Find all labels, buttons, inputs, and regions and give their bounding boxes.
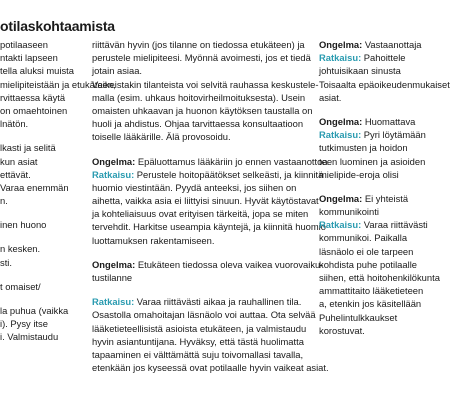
line-text: huomio viestintään. Pyydä anteeksi, jos siihen on [92, 181, 297, 193]
solution-label: Ratkaisu: [319, 52, 362, 64]
line-text: korostuvat. [319, 324, 365, 336]
paragraph-gap [0, 207, 78, 218]
text-line [0, 38, 78, 51]
line-text: la puhua (vaikka [0, 305, 69, 316]
line-text: perustele mielipiteesi. Myönnä avoimesti, jos et tiedä [92, 52, 311, 64]
line-text: omaisten uhkaavan ja huonon käytöksen taustalla on [92, 104, 313, 116]
line-text: Varaa riittävästi aikaa ja rauhallinen tila. [134, 296, 302, 308]
line-text: tervehdit. Harkitse useampia käyntejä, ja kiinnitä huomio [92, 221, 326, 233]
line-text: kohdista puhe potilaalle [319, 258, 417, 270]
line-text: Varaa enemmän [0, 181, 69, 193]
problem-label: Ongelma: [319, 115, 363, 127]
text-line [92, 271, 312, 284]
page-title: otilaskohtaamista [0, 18, 115, 34]
text-line [319, 78, 450, 91]
line-text: huoli ja ahdistus. Ohjaa tarvittaessa konsultaatioon [92, 118, 304, 130]
line-text: Perustele hoitopäätökset selkeästi, ja kiinnitä [134, 168, 324, 180]
line-text: toiselle lääkärille. Älä provosoidu. [92, 131, 231, 143]
solution-label: Ratkaisu: [92, 296, 135, 308]
line-text: tutkimusten ja hoidon [319, 142, 408, 154]
text-line [92, 51, 312, 64]
line-text: Epäluottamus lääkäriin jo ennen vastaanottoa [135, 155, 328, 167]
line-text: jotain asiaa. [92, 65, 143, 77]
line-text: Osastolla omahoitajan läsnäolo voi auttaa. Ota selvää [92, 309, 316, 321]
paragraph-gap [92, 144, 312, 155]
line-text: n kesken. [0, 243, 41, 255]
text-line [319, 205, 400, 218]
solution-label: Ratkaisu: [92, 168, 135, 180]
text-line [0, 218, 78, 231]
line-text: etenkään jos kyseessä ovat potilaalle hyvin vaikeat asiat. [92, 362, 329, 374]
text-line [92, 348, 312, 361]
line-text: ammattitaito lääketieteen [319, 285, 424, 297]
line-text: Varaa riittävästi [361, 219, 428, 231]
line-text: hyvin asiantuntijana. Hyväksy, että tästä huolimatta [92, 335, 304, 347]
text-line [0, 194, 78, 207]
text-line [319, 231, 408, 244]
text-line [92, 78, 319, 91]
text-line [92, 322, 312, 335]
line-text: i. Valmistaudu [0, 331, 59, 343]
line-text: ja kohteliaisuus ovat erityisen tärkeitä, jopa se miten [92, 208, 309, 220]
line-text: rvittaessa käytä [0, 91, 66, 103]
text-line [319, 128, 426, 141]
line-text: teen luominen ja asioiden [319, 155, 426, 167]
text-line [319, 141, 408, 154]
solution-label: Ratkaisu: [319, 219, 362, 231]
text-line [0, 117, 78, 130]
text-line [92, 168, 324, 181]
text-line [92, 38, 312, 51]
text-line [92, 194, 319, 207]
text-line [0, 181, 78, 194]
line-text: riittävän hyvin (jos tilanne on tiedossa etukäteen) ja [92, 39, 305, 50]
text-line [319, 245, 414, 258]
text-line [319, 168, 400, 181]
text-line [0, 317, 78, 330]
text-line [0, 304, 78, 317]
text-line [319, 192, 409, 205]
line-text: asiat. [319, 91, 342, 103]
text-line [0, 104, 78, 117]
text-line [319, 258, 417, 271]
text-line [319, 51, 406, 64]
text-line [0, 256, 78, 269]
text-line [92, 335, 312, 348]
text-line [92, 117, 312, 130]
line-text: Vastaanottaja [362, 39, 422, 50]
text-column-middle [92, 38, 329, 374]
line-text: Pyri löytämään [361, 129, 426, 141]
text-line [0, 141, 78, 154]
line-text: n. [0, 195, 8, 207]
text-line [319, 64, 400, 77]
problem-label: Ongelma: [319, 39, 363, 50]
text-line [319, 311, 400, 324]
text-line [0, 242, 78, 255]
text-line [92, 308, 316, 321]
text-line [319, 271, 440, 284]
text-line [0, 280, 78, 293]
line-text: mielipiteistään ja etukäteen, [0, 78, 116, 90]
text-line [92, 104, 312, 117]
line-text: tustilanne [92, 272, 133, 283]
line-text: on omaehtoinen [0, 104, 68, 116]
text-line [0, 64, 78, 77]
text-line [92, 155, 328, 168]
line-text: inen huono [0, 219, 47, 231]
text-line [92, 130, 312, 143]
line-text: Puhelintulkkaukset [319, 311, 398, 323]
text-line [319, 218, 428, 231]
text-line [319, 115, 416, 128]
text-line [92, 361, 329, 374]
text-column-right [319, 38, 450, 337]
line-text: lnätön. [0, 118, 29, 130]
line-text: lkasti ja selitä [0, 142, 56, 154]
problem-label: Ongelma: [92, 155, 136, 167]
paragraph-gap [0, 269, 78, 280]
problem-label: Ongelma: [319, 192, 363, 204]
line-text: a, etenkin jos käsitellään [319, 298, 422, 310]
line-text: luottamuksen rakentamiseen. [92, 234, 215, 246]
paragraph-gap [92, 284, 312, 295]
line-text: ntakti lapseen [0, 52, 58, 64]
line-text: Pahoittele [361, 52, 406, 64]
line-text: läsnäolo ei ole tarpeen [319, 245, 414, 257]
line-text: mielipide-eroja olisi [319, 168, 399, 180]
paragraph-gap [0, 130, 78, 141]
text-line [0, 51, 78, 64]
line-text: siihen, että hoitohenkilökunta [319, 272, 440, 283]
text-line [92, 181, 312, 194]
text-line [92, 295, 312, 308]
text-line [319, 38, 422, 51]
line-text: sti. [0, 256, 12, 268]
line-text: potilaaseen [0, 39, 48, 50]
line-text: kommunikointi [319, 206, 379, 218]
problem-label: Ongelma: [92, 258, 136, 270]
line-text: Vaikeistakin tilanteista voi selvitä rauhassa keskustele- [92, 78, 319, 90]
line-text: i). Pysy itse [0, 318, 48, 330]
text-line [319, 284, 424, 297]
text-line [0, 168, 78, 181]
text-line [92, 234, 312, 247]
line-text: aihetta, vaikka asia ei liittyisi sinuun. Hyvät käytöstavat [92, 195, 319, 207]
text-line [319, 155, 426, 168]
line-text: lääketieteellisistä asioista etukäteen, ja valmistaudu [92, 322, 307, 334]
line-text: kommunikoi. Paikalla [319, 232, 408, 244]
text-line [319, 297, 422, 310]
line-text: t omaiset/ [0, 280, 41, 292]
paragraph-gap [92, 247, 312, 258]
line-text: ettävät. [0, 168, 31, 180]
text-line [92, 91, 312, 104]
paragraph-gap [319, 181, 400, 192]
line-text: Etukäteen tiedossa oleva vaikea vuorovaiku- [135, 258, 324, 270]
line-text: Toisaalta epäoikeudenmukaiset [319, 78, 450, 90]
text-line [92, 258, 324, 271]
solution-label: Ratkaisu: [319, 129, 362, 141]
line-text: malla (esim. uhkaus hoitovirheilmoituksesta). Usein [92, 91, 306, 103]
text-line [92, 207, 312, 220]
paragraph-gap [0, 293, 78, 304]
text-line [0, 91, 78, 104]
text-line [92, 220, 326, 233]
text-line [319, 324, 400, 337]
line-text: Ei yhteistä [362, 192, 409, 204]
text-line [319, 91, 400, 104]
paragraph-gap [0, 231, 78, 242]
line-text: Huomattava [362, 115, 416, 127]
line-text: johtuisikaan sinusta [319, 65, 401, 77]
paragraph-gap [319, 104, 400, 115]
text-line [92, 64, 312, 77]
text-line [0, 78, 116, 91]
line-text: tapaaminen ei välttämättä suju toivomallasi tavalla, [92, 348, 304, 360]
text-line [0, 330, 78, 343]
line-text: kun asiat [0, 155, 38, 167]
text-line [0, 155, 78, 168]
line-text: tella aluksi muista [0, 65, 74, 77]
